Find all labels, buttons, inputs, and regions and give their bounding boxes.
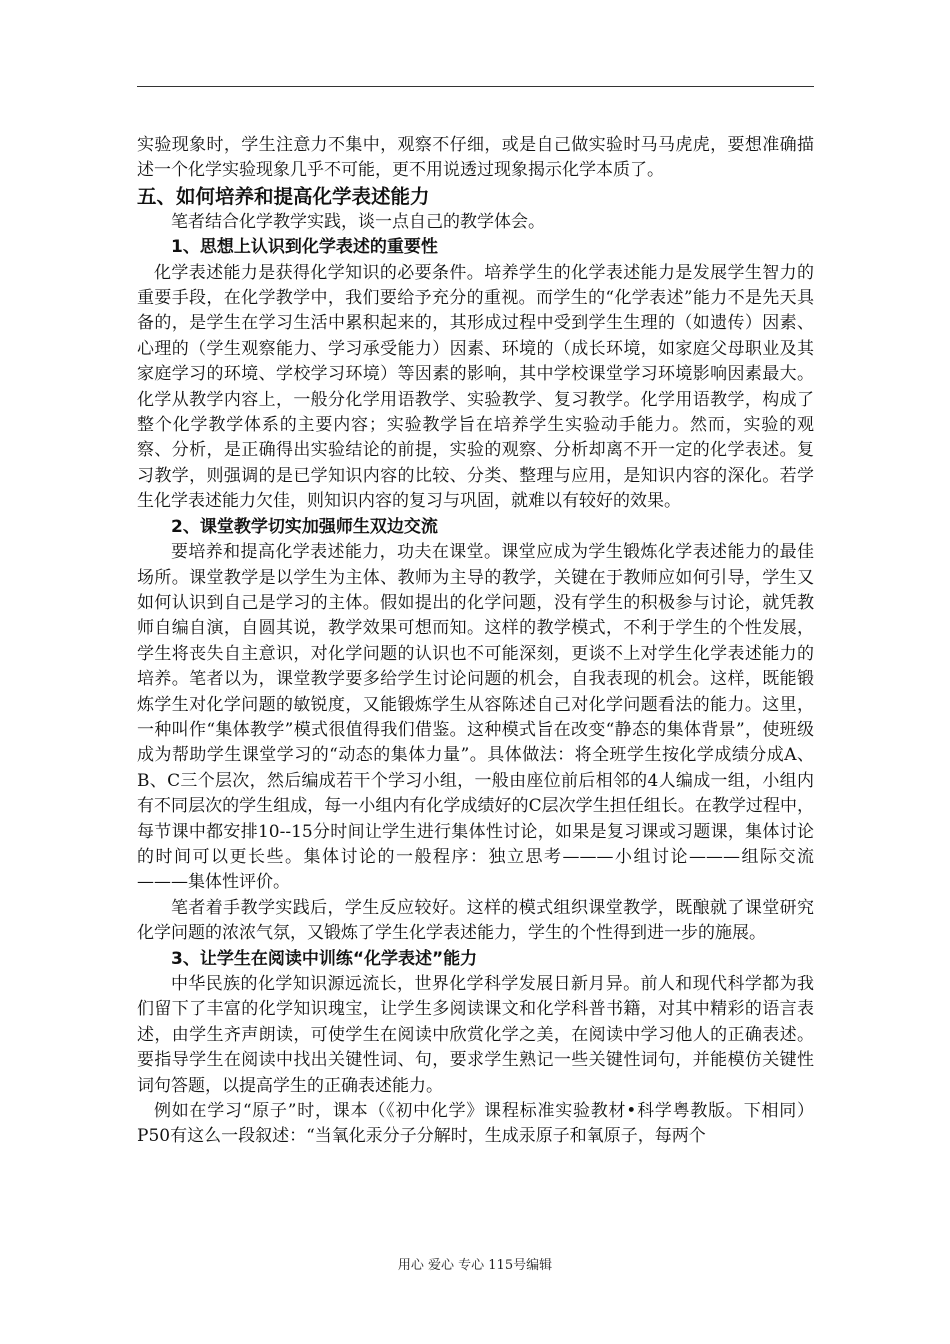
subsection-2-paragraph-2: 笔者着手教学实践后，学生反应较好。这样的模式组织课堂教学，既酿就了课堂研究化学问题的浓浓气氛，又锻炼了学生化学表述能力，学生的个性得到进一步的施展。 — [137, 897, 814, 944]
intro-paragraph: 实验现象时，学生注意力不集中，观察不仔细，或是自己做实验时马马虎虎，要想准确描述一个化学实验现象几乎不可能，更不用说透过现象揭示化学本质了。 — [137, 135, 814, 181]
document-body — [137, 133, 814, 1150]
subsection-3-paragraph-2: 例如在学习“原子”时，课本（《初中化学》课程标准实验教材•科学粤教版。下相同）P50有这么一段叙述：“当氧化汞分子分解时，生成汞原子和氧原子，每两个 — [137, 1101, 814, 1147]
subsection-1-paragraph: 化学表述能力是获得化学知识的必要条件。培养学生的化学表述能力是发展学生智力的重要手段，在化学教学中，我们要给予充分的重视。而学生的“化学表述”能力不是先天具备的，是学生在学习生活中累积起来的，其形成过程中受到学生生理的（如遗传）因素、心理的（学生观察能力、学习承受能力）因素、环境的（成长环境，如家庭父母职业及其家庭学习的环境、学校学习环境）等因素的影响，其中学校课堂学习环境影响因素最大。化学从教学内容上，一般分化学用语教学、实验教学、复习教学。化学用语教学，构成了整个化学教学体系的主要内容；实验教学旨在培养学生实验动手能力。然而，实验的观察、分析，是正确得出实验结论的前提，实验的观察、分析却离不开一定的化学表述。复习教学，则强调的是已学知识内容的比较、分类、整理与应用，是知识内容的深化。若学生化学表述能力欠佳，则知识内容的复习与巩固，就难以有较好的效果。 — [137, 262, 814, 512]
subsection-2-paragraph-1: 要培养和提高化学表述能力，功夫在课堂。课堂应成为学生锻炼化学表述能力的最佳场所。课堂教学是以学生为主体、教师为主导的教学，关键在于教师应如何引导，学生又如何认识到自己是学习的主体。假如提出的化学问题，没有学生的积极参与讨论，就凭教师自编自演，自圆其说，教学效果可想而知。这样的教学模式，不利于学生的个性发展，学生将丧失自主意识，对化学问题的认识也不可能深刻，更谈不上对学生化学表述能力的培养。笔者以为，课堂教学要多给学生讨论问题的机会，自我表现的机会。这样，既能锻炼学生对化学问题的敏锐度，又能锻炼学生从容陈述自己对化学问题看法的能力。这里，一种叫作“集体教学”模式很值得我们借鉴。这种模式旨在改变“静态的集体背景”，使班级成为帮助学生课堂学习的“动态的集体力量”。具体做法：将全班学生按化学成绩分成A、B、C三个层次，然后编成若干个学习小组，一般由座位前后相邻的4人编成一组，小组内有不同层次的学生组成，每一小组内有化学成绩好的C层次学生担任组长。在教学过程中，每节课中都安排10--15分时间让学生进行集体性讨论，如果是复习课或习题课，集体讨论的时间可以更长些。集体讨论的一般程序：独立思考———小组讨论———组际交流———集体性评价。 — [137, 542, 814, 893]
page-footer: 用心 爱心 专心 115号编辑 — [397, 1258, 553, 1273]
section-heading: 五、如何培养和提高化学表述能力 — [137, 184, 430, 208]
section-intro: 笔者结合化学教学实践，谈一点自己的教学体会。 — [171, 211, 545, 232]
subsection-1-heading: 1、思想上认识到化学表述的重要性 — [171, 237, 438, 258]
subsection-2-heading: 2、课堂教学切实加强师生双边交流 — [171, 516, 438, 537]
subsection-3-paragraph-1: 中华民族的化学知识源远流长，世界化学科学发展日新月异。前人和现代科学都为我们留下了丰富的化学知识瑰宝，让学生多阅读课文和化学科普书籍，对其中精彩的语言表述，由学生齐声朗读，可使学生在阅读中欣赏化学之美，在阅读中学习他人的正确表述。要指导学生在阅读中找出关键性词、句，要求学生熟记一些关键性词句，并能模仿关键性词句答题，以提高学生的正确表述能力。 — [137, 974, 814, 1096]
header-rule — [137, 86, 814, 87]
subsection-3-heading: 3、让学生在阅读中训练“化学表述”能力 — [171, 948, 478, 969]
